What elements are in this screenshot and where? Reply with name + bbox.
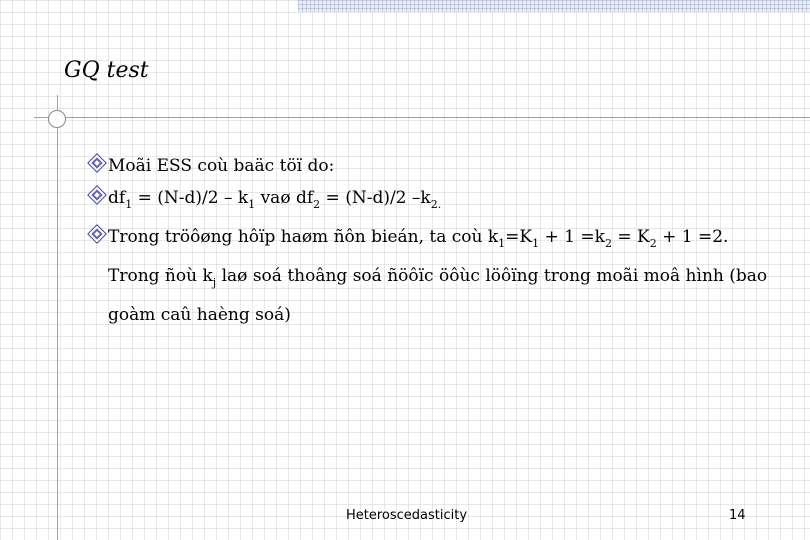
diamond-bullet-icon (87, 153, 107, 173)
bullet-text: + 1 =k (539, 227, 605, 247)
subscript: j (212, 276, 217, 289)
bullet-text: df (108, 188, 126, 208)
bullet-item-3 (88, 221, 768, 331)
footer-text: Heteroscedasticity (346, 508, 468, 523)
bullet-text: laø soá thoâng soá ñöôïc öôùc löôïng trong moãi moâ hình (bao goàm caû haèng soá) (108, 266, 768, 325)
subscript: 1 (248, 198, 256, 211)
bullet-text: vaø df (255, 188, 314, 208)
subscript: 2. (430, 198, 442, 211)
subscript: 1 (125, 198, 133, 211)
bullet-text: = (N-d)/2 – k (132, 188, 249, 208)
subscript: 1 (532, 237, 540, 250)
subscript: 2 (649, 237, 657, 250)
diamond-bullet-icon (87, 224, 107, 244)
top-decorative-band (298, 0, 810, 12)
subscript: 1 (498, 237, 506, 250)
horizontal-rule (34, 117, 810, 118)
bullet-text: Moãi ESS coù baäc töï do: (108, 156, 335, 176)
diamond-bullet-icon (87, 185, 107, 205)
subscript: 2 (313, 198, 321, 211)
bullet-item-1 (88, 150, 768, 182)
crosshair-circle-icon (48, 110, 66, 128)
bullet-text: Trong tröôøng hôïp haøm ñôn bieán, ta coù k (108, 227, 499, 247)
bullet-item-2 (88, 182, 768, 221)
page-number: 14 (729, 508, 746, 523)
vertical-rule (57, 95, 58, 540)
bullet-text: + 1 =2. Trong ñoù k (108, 227, 729, 286)
bullet-text: =K (505, 227, 533, 247)
slide-title: GQ test (64, 58, 149, 83)
bullet-list (88, 150, 768, 331)
subscript: 2 (604, 237, 612, 250)
bullet-text: = (N-d)/2 –k (320, 188, 431, 208)
bullet-text: = K (611, 227, 650, 247)
